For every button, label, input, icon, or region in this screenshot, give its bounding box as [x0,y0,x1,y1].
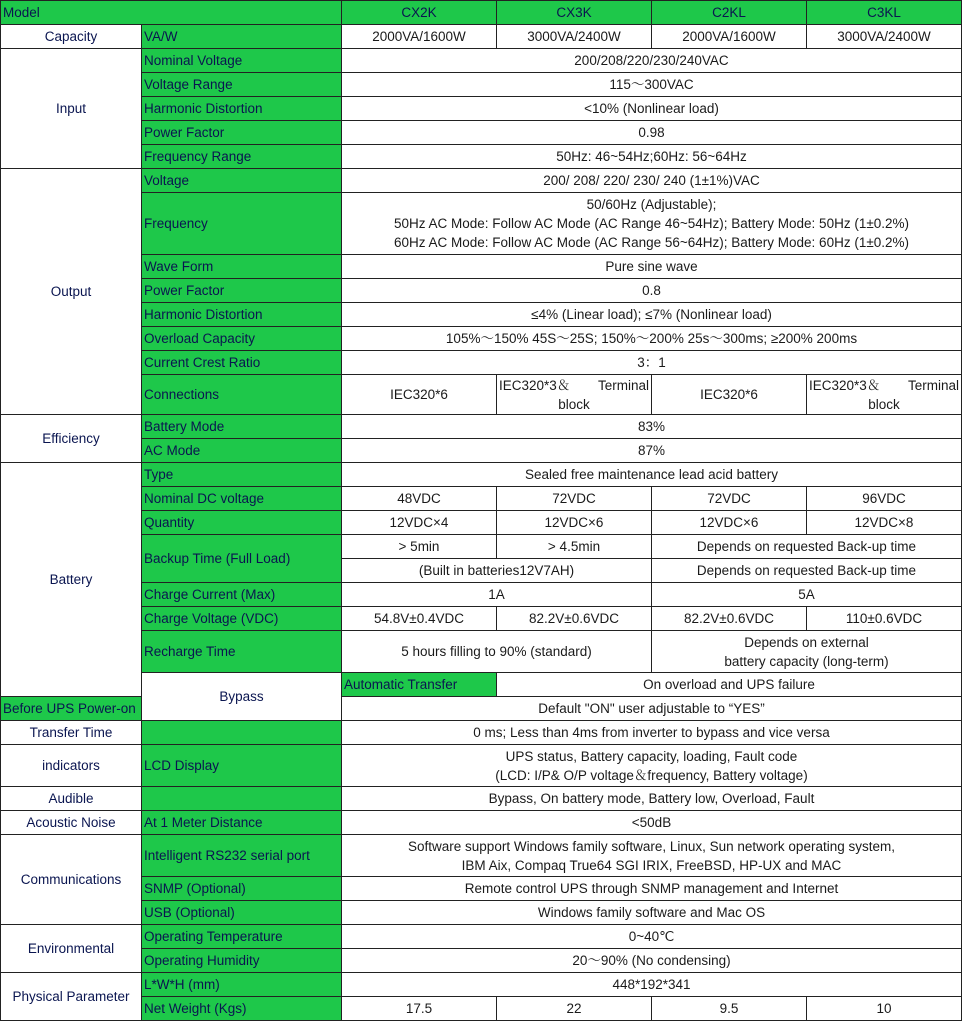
noise-row [1,811,962,835]
battery-quantity-row [1,511,962,535]
value-cell: > 5min [342,535,497,559]
value-cell: 1A [342,583,652,607]
value-cell: Depends on requested Back-up time [652,559,962,583]
conn-part: IEC320*3＆ [499,377,571,393]
value-cell: 12VDC×8 [807,511,962,535]
capacity-row [1,25,962,49]
env-temp-row [1,925,962,949]
label-charge-voltage: Charge Voltage (VDC) [142,607,342,631]
value-cell: 200/208/220/230/240VAC [342,49,962,73]
output-frequency-row [1,193,962,255]
rs232-line-2: IBM Aix, Compaq True64 SGI IRIX, FreeBSD, HP-UX and MAC [461,857,842,873]
value-cell: > 4.5min [497,535,652,559]
value-cell: 54.8V±0.4VDC [342,607,497,631]
value-cell: 12VDC×6 [652,511,807,535]
value-cell: 110±0.6VDC [807,607,962,631]
output-pf-row [1,279,962,303]
value-cell: <50dB [342,811,962,835]
value-cell: 0~40℃ [342,925,962,949]
label-nominal-dc-voltage: Nominal DC voltage [142,487,342,511]
label-net-weight: Net Weight (Kgs) [142,997,342,1021]
group-bypass: Bypass [142,673,342,721]
model-c3kl: C3KL [807,1,962,25]
label-voltage: Voltage [142,169,342,193]
value-cell: IEC320*6 [652,375,807,415]
recharge-line-2: battery capacity (long-term) [724,653,889,669]
header-row [1,1,962,25]
label-charge-current: Charge Current (Max) [142,583,342,607]
output-harmonic-row [1,303,962,327]
conn-part: IEC320*3＆ [809,377,881,393]
audible-row [1,787,962,811]
value-cell: 50Hz: 46~54Hz;60Hz: 56~64Hz [342,145,962,169]
value-cell: 10 [807,997,962,1021]
value-cell: 83% [342,415,962,439]
freq-line-1: 50/60Hz (Adjustable); [586,197,717,212]
value-cell: 12VDC×6 [497,511,652,535]
rs232-line-1: Software support Windows family software, Linux, Sun network operating system, [408,838,895,854]
value-cell: 448*192*341 [342,973,962,997]
value-cell: 5A [652,583,962,607]
label-recharge-time: Recharge Time [142,631,342,673]
model-cx2k: CX2K [342,1,497,25]
phys-dims-row [1,973,962,997]
label-frequency: Frequency [142,193,342,255]
value-cell: 0.98 [342,121,962,145]
value-cell: 115～300VAC [342,73,962,97]
value-cell: On overload and UPS failure [497,673,962,697]
label-nominal-voltage: Nominal Voltage [142,49,342,73]
label-connections: Connections [142,375,342,415]
label-automatic-transfer: Automatic Transfer [342,673,497,697]
group-communications: Communications [1,835,142,925]
model-header: Model [1,1,342,25]
value-cell: 87% [342,439,962,463]
env-humidity-row [1,949,962,973]
label-wave-form: Wave Form [142,255,342,279]
output-wave-row [1,255,962,279]
label-snmp: SNMP (Optional) [142,877,342,901]
label-meter-distance: At 1 Meter Distance [142,811,342,835]
value-cell: 17.5 [342,997,497,1021]
group-transfer-time: Transfer Time [1,721,142,745]
freq-line-2: 50Hz AC Mode: Follow AC Mode (AC Range 46~54Hz); Battery Mode: 50Hz (1±0.2%) [393,216,910,231]
value-cell [807,375,962,415]
label-ac-mode: AC Mode [142,439,342,463]
value-cell: Remote control UPS through SNMP management and Internet [342,877,962,901]
lcd-line-2: (LCD: I/P& O/P voltage＆frequency, Battery voltage) [495,767,808,783]
value-cell: 0.8 [342,279,962,303]
label-frequency-range: Frequency Range [142,145,342,169]
value-cell [342,835,962,877]
label-before-ups-power-on: Before UPS Power-on [1,697,142,721]
value-cell: <10% (Nonlinear load) [342,97,962,121]
input-freq-row [1,145,962,169]
value-cell: 12VDC×4 [342,511,497,535]
freq-line-3: 60Hz AC Mode: Follow AC Mode (AC Range 56~64Hz); Battery Mode: 60Hz (1±0.2%) [393,235,910,250]
value-cell: 48VDC [342,487,497,511]
comm-snmp-row [1,877,962,901]
value-cell: 2000VA/1600W [342,25,497,49]
output-crest-row [1,351,962,375]
label-type: Type [142,463,342,487]
value-cell: 105%～150% 45S～25S; 150%～200% 25s～300ms; ≥200% 200ms [342,327,962,351]
group-environmental: Environmental [1,925,142,973]
model-c2kl: C2KL [652,1,807,25]
value-cell: 96VDC [807,487,962,511]
comm-rs232-row [1,835,962,877]
label-quantity: Quantity [142,511,342,535]
efficiency-battery-row [1,415,962,439]
value-cell: Sealed free maintenance lead acid battery [342,463,962,487]
value-cell [652,631,962,673]
value-cell: 20～90% (No condensing) [342,949,962,973]
value-cell: 22 [497,997,652,1021]
label-operating-humidity: Operating Humidity [142,949,342,973]
value-cell [342,193,962,255]
label-harmonic-distortion: Harmonic Distortion [142,303,342,327]
label-power-factor: Power Factor [142,279,342,303]
output-overload-row [1,327,962,351]
conn-part: Terminal [907,377,959,393]
comm-usb-row [1,901,962,925]
value-cell: 82.2V±0.6VDC [652,607,807,631]
label-dimensions: L*W*H (mm) [142,973,342,997]
label-overload-capacity: Overload Capacity [142,327,342,351]
label-lcd-display: LCD Display [142,745,342,787]
recharge-line-1: Depends on external [744,634,869,650]
value-cell: Pure sine wave [342,255,962,279]
input-harmonic-row [1,97,962,121]
value-cell: Default "ON" user adjustable to “YES” [342,697,962,721]
value-cell: (Built in batteries12V7AH) [342,559,652,583]
efficiency-ac-row [1,439,962,463]
lcd-line-1: UPS status, Battery capacity, loading, Fault code [505,748,798,764]
group-physical-parameter: Physical Parameter [1,973,142,1021]
value-cell: Depends on requested Back-up time [652,535,962,559]
group-capacity: Capacity [1,25,142,49]
group-battery: Battery [1,463,142,697]
label-usb: USB (Optional) [142,901,342,925]
value-cell: 3000VA/2400W [807,25,962,49]
group-acoustic-noise: Acoustic Noise [1,811,142,835]
group-indicators: indicators [1,745,142,787]
group-audible: Audible [1,787,142,811]
value-cell [342,745,962,787]
bypass-auto-row [1,673,962,697]
output-voltage-row [1,169,962,193]
value-cell: IEC320*6 [342,375,497,415]
label-power-factor: Power Factor [142,121,342,145]
battery-dc-row [1,487,962,511]
battery-current-row [1,583,962,607]
transfer-row [1,721,962,745]
value-cell: Bypass, On battery mode, Battery low, Overload, Fault [342,787,962,811]
value-cell [497,375,652,415]
input-range-row [1,73,962,97]
phys-weight-row [1,997,962,1021]
label-backup-time: Backup Time (Full Load) [142,535,342,583]
conn-part: Terminal [597,377,649,393]
input-pf-row [1,121,962,145]
label-vaw: VA/W [142,25,342,49]
value-cell: Windows family software and Mac OS [342,901,962,925]
label-current-crest-ratio: Current Crest Ratio [142,351,342,375]
value-cell: 200/ 208/ 220/ 230/ 240 (1±1%)VAC [342,169,962,193]
value-cell: 3：1 [342,351,962,375]
value-cell: 72VDC [652,487,807,511]
conn-part: block [868,396,900,412]
group-efficiency: Efficiency [1,415,142,463]
value-cell: 72VDC [497,487,652,511]
label-empty [142,787,342,811]
value-cell: 5 hours filling to 90% (standard) [342,631,652,673]
value-cell: 3000VA/2400W [497,25,652,49]
indicators-row [1,745,962,787]
battery-type-row [1,463,962,487]
value-cell: 2000VA/1600W [652,25,807,49]
value-cell: 0 ms; Less than 4ms from inverter to bypass and vice versa [342,721,962,745]
output-connections-row [1,375,962,415]
value-cell: ≤4% (Linear load); ≤7% (Nonlinear load) [342,303,962,327]
input-nominal-row [1,49,962,73]
group-input: Input [1,49,142,169]
label-harmonic-distortion: Harmonic Distortion [142,97,342,121]
battery-backup-row-1 [1,535,962,559]
label-voltage-range: Voltage Range [142,73,342,97]
label-rs232: Intelligent RS232 serial port [142,835,342,877]
label-empty [142,721,342,745]
conn-part: block [558,396,590,412]
label-operating-temperature: Operating Temperature [142,925,342,949]
label-battery-mode: Battery Mode [142,415,342,439]
battery-voltage-row [1,607,962,631]
battery-recharge-row [1,631,962,673]
model-cx3k: CX3K [497,1,652,25]
value-cell: 82.2V±0.6VDC [497,607,652,631]
value-cell: 9.5 [652,997,807,1021]
group-output: Output [1,169,142,415]
